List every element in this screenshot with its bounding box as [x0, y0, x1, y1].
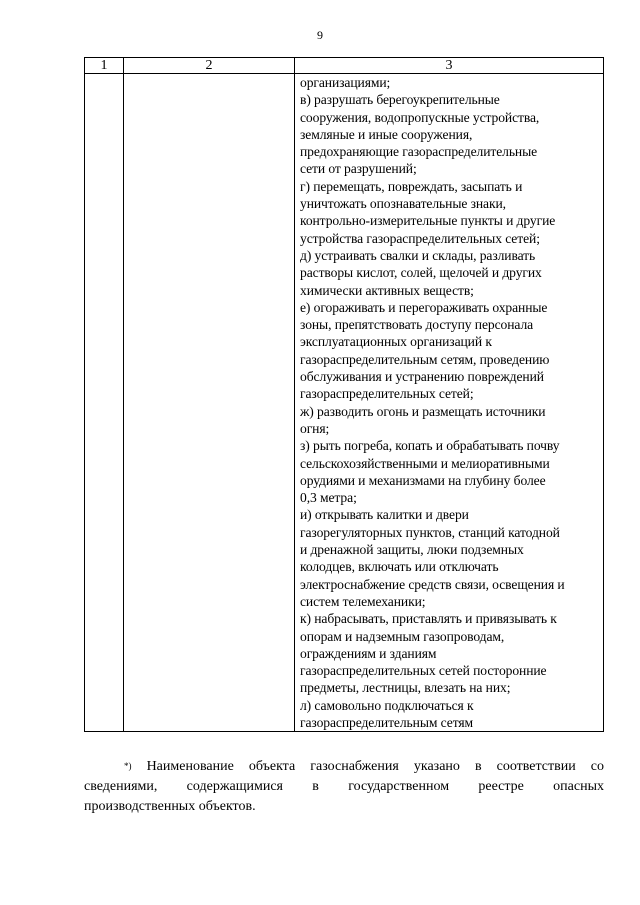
restriction-text-line: орудиями и механизмами на глубину более — [300, 472, 546, 488]
restriction-text-line: растворы кислот, солей, щелочей и других — [300, 265, 542, 281]
restriction-text-line: опорам и надземным газопроводам, — [300, 628, 505, 644]
restriction-text-line: сельскохозяйственными и мелиоративными — [300, 455, 550, 471]
restriction-text-line: предметы, лестницы, влезать на них; — [300, 680, 511, 696]
restriction-text-line: и дренажной защиты, люки подземных — [300, 542, 524, 558]
restriction-text-line: газораспределительных сетей посторонние — [300, 663, 547, 679]
table-cell-col3 — [295, 74, 604, 732]
restriction-text-line: земляные и иные сооружения, — [300, 126, 473, 142]
restriction-text-line: сети от разрушений; — [300, 161, 417, 177]
restriction-text-line: контрольно-измерительные пункты и другие — [300, 213, 556, 229]
restriction-text-line: зоны, препятствовать доступу персонала — [300, 317, 534, 333]
footnote-text: производственных объектов. — [84, 799, 256, 814]
restriction-text-line: е) огораживать и перегораживать охранные — [300, 299, 548, 315]
restriction-text-line: организациями; — [300, 75, 391, 90]
column-header-3: 3 — [295, 58, 604, 74]
restriction-text-line: устройства газораспределительных сетей; — [300, 230, 540, 246]
restriction-text-line: газораспределительных сетей; — [300, 386, 474, 402]
restriction-text-line: и) открывать калитки и двери — [300, 507, 469, 523]
footnote-text: сведениями, содержащимися в государственном реестре опасных — [84, 779, 604, 794]
footnote-text: Наименование объекта газоснабжения указано в соответствии со — [146, 759, 604, 774]
table-row — [85, 74, 604, 732]
restriction-text-line: 0,3 метра; — [300, 490, 357, 506]
table-cell-col1 — [85, 74, 124, 732]
column-header-2: 2 — [124, 58, 295, 74]
restriction-text-line: з) рыть погреба, копать и обрабатывать почву — [300, 438, 560, 454]
restriction-text-line: уничтожать опознавательные знаки, — [300, 196, 506, 212]
footnote-line — [84, 777, 604, 797]
footnote-line — [84, 797, 604, 817]
page-number: 9 — [317, 28, 323, 42]
restriction-text-line: к) набрасывать, приставлять и привязывать к — [300, 611, 557, 627]
footnote-line — [84, 757, 604, 777]
restriction-text-line: ж) разводить огонь и размещать источники — [300, 403, 546, 419]
restriction-text-line: систем телемеханики; — [300, 593, 426, 609]
restriction-text-line: газораспределительным сетям, проведению — [300, 351, 550, 367]
footnote — [84, 757, 604, 817]
restriction-text-line: ограждениям и зданиям — [300, 645, 437, 661]
restriction-text-line: г) перемещать, повреждать, засыпать и — [300, 178, 523, 194]
restriction-text-line: газораспределительным сетям — [300, 714, 474, 730]
requirements-table — [84, 57, 604, 732]
restriction-text-line: л) самовольно подключаться к — [300, 697, 474, 713]
table-cell-col2 — [124, 74, 295, 732]
restriction-text-line: д) устраивать свалки и склады, разливать — [300, 247, 536, 263]
footnote-marker: *) — [124, 761, 132, 771]
restriction-text-line: электроснабжение средств связи, освещения и — [300, 576, 565, 592]
restriction-text-line: колодцев, включать или отключать — [300, 559, 499, 575]
restriction-text-line: эксплуатационных организаций к — [300, 334, 492, 350]
column-header-1: 1 — [85, 58, 124, 74]
restriction-text-line: огня; — [300, 420, 330, 436]
restriction-text-line: сооружения, водопропускные устройства, — [300, 109, 540, 125]
restriction-text-line: газорегуляторных пунктов, станций катодной — [300, 524, 560, 540]
restriction-text-line: обслуживания и устранению повреждений — [300, 369, 544, 385]
restriction-text-line: в) разрушать берегоукрепительные — [300, 92, 500, 108]
table-header-row — [85, 58, 604, 74]
restriction-text-line: предохраняющие газораспределительные — [300, 144, 538, 160]
restriction-text-line: химически активных веществ; — [300, 282, 474, 298]
